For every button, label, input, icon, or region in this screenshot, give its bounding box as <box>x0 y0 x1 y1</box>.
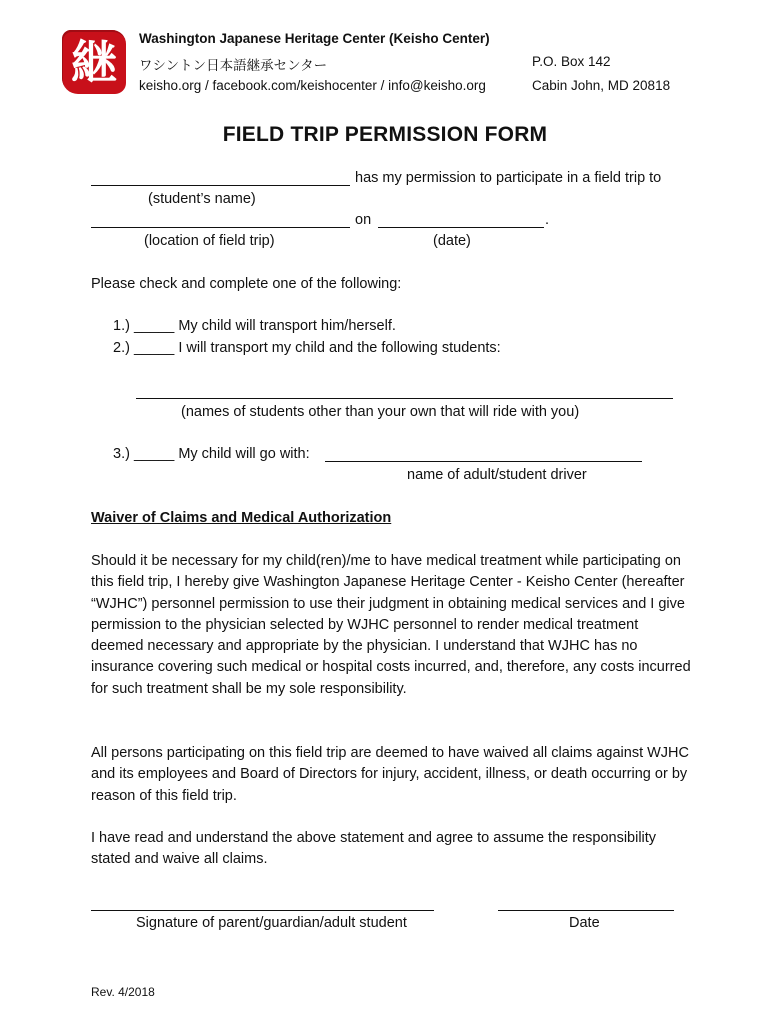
waiver-paragraph-1: Should it be necessary for my child(ren)/me to have medical treatment while participating on this field trip, I hereby give Washington Japanese Heritage Center - Keisho Center (hereafter “WJHC”) personnel permission to use their judgment in obtaining medical services and I give permission to the physician selected by WJHC personnel to render medical treatment deemed necessary and appropriate by the physician. I understand that WJHC has no insurance covering such medical or hospital costs incurred, and, therefore, any costs incurred for such treatment shall be my sole responsibility. <box>91 553 691 697</box>
signature-line[interactable] <box>91 910 434 911</box>
option-1[interactable] <box>113 318 396 334</box>
option-text: I will transport my child and the following students: <box>178 340 501 356</box>
period: . <box>545 212 550 228</box>
waiver-heading: Waiver of Claims and Medical Authorization <box>91 510 392 526</box>
other-students-caption: (names of students other than your own that will ride with you) <box>181 404 580 420</box>
option-3[interactable] <box>113 446 310 462</box>
org-name-japanese: ワシントン日本語継承センター <box>139 58 328 73</box>
student-name-caption: (student’s name) <box>148 191 256 207</box>
driver-caption: name of adult/student driver <box>407 467 587 483</box>
permission-text: has my permission to participate in a field trip to <box>355 170 662 186</box>
signature-date-caption: Date <box>569 915 600 931</box>
signature-date-line[interactable] <box>498 910 674 911</box>
on-text: on <box>355 212 372 228</box>
driver-line[interactable] <box>325 461 642 462</box>
org-name: Washington Japanese Heritage Center (Keisho Center) <box>139 31 490 46</box>
location-caption: (location of field trip) <box>144 233 275 249</box>
signature-caption: Signature of parent/guardian/adult student <box>136 915 407 931</box>
location-line[interactable] <box>91 227 350 228</box>
option-text: My child will go with: <box>178 446 310 462</box>
option-number: 2.) <box>113 340 130 356</box>
po-box: P.O. Box 142 <box>532 54 611 69</box>
option-blank[interactable]: _____ <box>133 340 175 356</box>
student-name-line[interactable] <box>91 185 350 186</box>
date-caption: (date) <box>433 233 471 249</box>
option-blank[interactable]: _____ <box>133 446 175 462</box>
option-number: 1.) <box>113 318 130 334</box>
page-title: FIELD TRIP PERMISSION FORM <box>222 123 548 146</box>
logo-kanji: 継 <box>71 35 117 89</box>
option-2[interactable] <box>113 340 501 356</box>
option-number: 3.) <box>113 446 130 462</box>
keisho-logo <box>62 30 126 94</box>
option-text: My child will transport him/herself. <box>178 318 396 334</box>
other-students-line[interactable] <box>136 398 673 399</box>
instructions: Please check and complete one of the following: <box>91 276 402 292</box>
waiver-paragraph-3: I have read and understand the above statement and agree to assume the responsibility stated and waive all claims. <box>91 830 657 868</box>
option-blank[interactable]: _____ <box>133 318 175 334</box>
waiver-paragraph-2: All persons participating on this field trip are deemed to have waived all claims against WJHC and its employees and Board of Directors for injury, accident, illness, or death occurring or by reason of this field trip. <box>91 745 690 804</box>
org-contact: keisho.org / facebook.com/keishocenter / info@keisho.org <box>139 78 486 93</box>
date-line[interactable] <box>378 227 544 228</box>
city-address: Cabin John, MD 20818 <box>532 78 671 93</box>
revision-note: Rev. 4/2018 <box>91 985 155 999</box>
